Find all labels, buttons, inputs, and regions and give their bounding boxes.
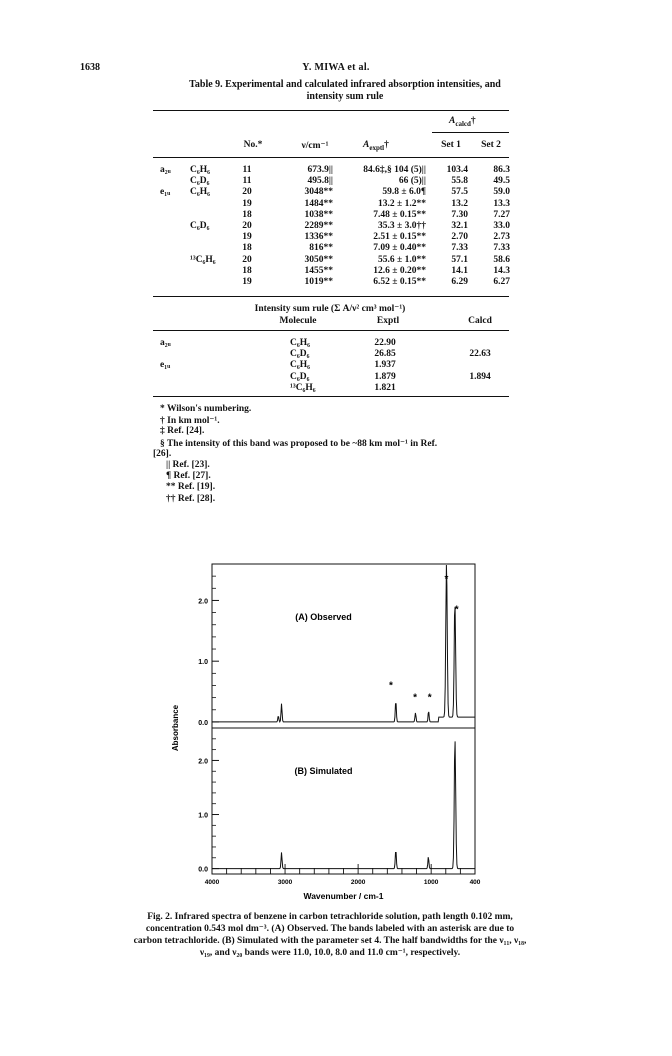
row-set2: 6.27: [493, 277, 510, 287]
row-exptl: 7.09 ± 0.40**: [373, 243, 426, 254]
ccl4-band-marker: *: [427, 692, 432, 704]
row-set2: 13.3: [493, 198, 510, 209]
row-set2: 58.6: [493, 254, 510, 265]
row-set1: 7.33: [451, 243, 468, 254]
row-set1: 13.2: [451, 198, 468, 209]
table-rule: [153, 110, 509, 111]
row-freq: 1484**: [304, 198, 333, 209]
row-freq: 1336**: [304, 232, 333, 243]
row-molecule: ¹³C₆H₆: [190, 254, 216, 265]
row-no: 19: [242, 198, 252, 209]
y-tick-label: 0.0: [198, 866, 208, 874]
row-no: 20: [242, 221, 252, 231]
sumrule-exptl: 1.937: [374, 360, 396, 371]
row-set1: 14.1: [451, 265, 468, 276]
footnote: § The intensity of this band was proposed to be ~88 km mol⁻¹ in Ref.: [160, 438, 438, 449]
footnote: †† Ref. [28].: [166, 493, 216, 504]
footnote: ** Ref. [19].: [166, 482, 216, 493]
row-set1: 32.1: [451, 221, 468, 231]
row-set1: 2.70: [451, 232, 468, 243]
row-freq: 1038**: [304, 209, 333, 220]
row-no: 18: [242, 209, 252, 220]
y-axis-label: Absorbance: [171, 704, 180, 752]
row-exptl: 7.48 ± 0.15**: [373, 209, 426, 220]
row-set2: 7.27: [493, 209, 510, 220]
running-head: Y. MIWA et al.: [302, 62, 370, 73]
sumrule-molecule: C₆D₆: [290, 349, 310, 360]
x-tick-label: 1000: [423, 879, 439, 886]
y-tick-label: 1.0: [198, 659, 208, 667]
sumrule-head-calcd: Calcd: [468, 316, 492, 326]
table-caption-line1: Table 9. Experimental and calculated infrared absorption intensities, and: [189, 79, 501, 90]
row-set1: 6.29: [451, 277, 468, 287]
row-no: 18: [242, 265, 252, 276]
table-caption-line2: intensity sum rule: [306, 91, 384, 102]
table-rule: [153, 330, 509, 331]
row-freq: 2289**: [304, 221, 333, 231]
row-freq: 3048**: [304, 187, 333, 198]
row-set2: 33.0: [493, 221, 510, 231]
footnote: || Ref. [23].: [166, 460, 210, 470]
x-tick-label: 2000: [350, 879, 366, 886]
ccl4-band-marker: *: [454, 604, 459, 616]
x-tick-label: 4000: [204, 879, 220, 886]
row-exptl: 12.6 ± 0.20**: [373, 265, 426, 276]
row-freq: 3050**: [304, 254, 333, 265]
table-rule: [153, 157, 509, 158]
header-calcd: $A_{calcd}\dagger$: [449, 116, 476, 128]
row-set2: 2.73: [493, 232, 510, 243]
sumrule-calcd: 1.894: [469, 371, 491, 382]
sumrule-calcd: 22.63: [469, 349, 491, 360]
row-set2: 49.5: [493, 176, 510, 187]
sumrule-head-exptl: Exptl: [376, 316, 400, 326]
row-exptl: 2.51 ± 0.15**: [373, 232, 426, 243]
sumrule-exptl: 26.85: [374, 349, 396, 360]
sumrule-exptl: 1.879: [374, 371, 396, 382]
row-symmetry: a₂ᵤ: [160, 165, 171, 175]
table-rule: [153, 296, 509, 297]
row-no: 11: [242, 165, 252, 175]
footnote: † In km mol⁻¹.: [160, 416, 220, 427]
figure-caption-line3: carbon tetrachloride. (B) Simulated with the parameter set 4. The half bandwidths for the ν₁₁, ν₁₈,: [133, 936, 527, 946]
sumrule-title: Intensity sum rule (Σ A/ν² cm³ mol⁻¹): [254, 304, 406, 314]
row-set1: 55.8: [451, 176, 468, 187]
row-set1: 57.5: [451, 187, 468, 198]
x-tick-label: 3000: [277, 879, 293, 886]
row-molecule: C₆H₆: [190, 165, 210, 175]
footnote: ‡ Ref. [24].: [160, 426, 205, 437]
row-set1: 103.4: [446, 165, 468, 175]
row-exptl: 13.2 ± 1.2**: [378, 198, 426, 209]
sumrule-molecule: C₆H₆: [290, 338, 310, 348]
row-exptl: 84.6‡,§ 104 (5)||: [363, 165, 426, 175]
row-no: 18: [242, 243, 252, 254]
figure-caption-line2: concentration 0.543 mol dm⁻³. (A) Observed. The bands labeled with an asterisk are due to: [145, 924, 515, 934]
y-tick-label: 2.0: [198, 598, 208, 606]
sumrule-exptl: 1.821: [374, 382, 396, 393]
spectrum-line: [212, 565, 475, 722]
footnote: [26].: [153, 448, 172, 459]
row-no: 19: [242, 277, 252, 287]
ccl4-band-marker: *: [389, 680, 393, 692]
row-symmetry: e₁ᵤ: [160, 187, 171, 198]
y-tick-label: 2.0: [198, 758, 208, 766]
row-molecule: C₆H₆: [190, 187, 210, 198]
header-set1: Set 1: [441, 140, 461, 150]
row-freq: 816**: [309, 243, 333, 254]
row-no: 20: [242, 254, 252, 265]
row-exptl: 35.3 ± 3.0††: [378, 221, 426, 231]
row-set2: 59.0: [493, 187, 510, 198]
sumrule-molecule: C₆H₆: [290, 360, 310, 371]
table-rule: [432, 132, 509, 133]
row-no: 11: [242, 176, 252, 187]
ccl4-band-marker: *: [444, 574, 449, 586]
spectrum-line: [212, 741, 475, 868]
y-tick-label: 1.0: [198, 812, 208, 820]
y-tick-label: 0.0: [198, 719, 208, 727]
table-caption: [150, 79, 540, 103]
x-axis-label: Wavenumber / cm-1: [303, 891, 384, 901]
row-no: 19: [242, 232, 252, 243]
row-exptl: 6.52 ± 0.15**: [373, 277, 426, 287]
row-exptl: 66 (5)||: [398, 176, 426, 187]
row-molecule: C₆D₆: [190, 176, 210, 187]
panel-frame: [212, 564, 475, 728]
row-set2: 7.33: [493, 243, 510, 254]
sumrule-exptl: 22.90: [374, 338, 396, 348]
x-tick-label: 400: [469, 879, 481, 886]
row-set2: 86.3: [493, 165, 510, 175]
figure-caption-line1: Fig. 2. Infrared spectra of benzene in carbon tetrachloride solution, path length 0.102 mm,: [147, 912, 513, 922]
footnote: * Wilson's numbering.: [160, 404, 252, 414]
row-exptl: 55.6 ± 1.0**: [378, 254, 426, 265]
panel-frame: [212, 728, 475, 874]
sumrule-molecule: C₆D₆: [290, 371, 310, 382]
row-freq: 1019**: [304, 277, 333, 287]
header-exptl: $A_{exptl}\dagger$: [363, 140, 389, 152]
panel-label: (A) Observed: [295, 612, 352, 622]
row-freq: 673.9||: [307, 165, 333, 175]
ir-spectra-chart: [150, 560, 510, 905]
page-number: 1638: [80, 62, 100, 73]
sumrule-symmetry: e₁ᵤ: [160, 360, 171, 371]
panel-label: (B) Simulated: [294, 766, 353, 776]
figure-caption-line4: ν₁₉, and ν₂₀ bands were 11.0, 10.0, 8.0 and 11.0 cm⁻¹, respectively.: [199, 948, 461, 958]
row-no: 20: [242, 187, 252, 198]
ccl4-band-marker: *: [413, 692, 418, 704]
footnote: ¶ Ref. [27].: [166, 471, 211, 482]
sumrule-symmetry: a₂ᵤ: [160, 338, 171, 348]
row-molecule: C₆D₆: [190, 221, 210, 231]
row-set1: 57.1: [451, 254, 468, 265]
header-freq: ν/cm⁻¹: [301, 141, 329, 151]
row-set2: 14.3: [493, 265, 510, 276]
row-freq: 495.8||: [307, 176, 333, 187]
row-exptl: 59.8 ± 6.0¶: [382, 187, 426, 198]
header-set2: Set 2: [481, 140, 501, 150]
header-no: No.*: [243, 140, 263, 150]
row-freq: 1455**: [304, 265, 333, 276]
row-set1: 7.30: [451, 209, 468, 220]
figure-caption: [110, 911, 550, 959]
table-rule: [153, 396, 509, 397]
sumrule-head-molecule: Molecule: [279, 316, 317, 326]
sumrule-molecule: ¹³C₆H₆: [290, 382, 316, 393]
